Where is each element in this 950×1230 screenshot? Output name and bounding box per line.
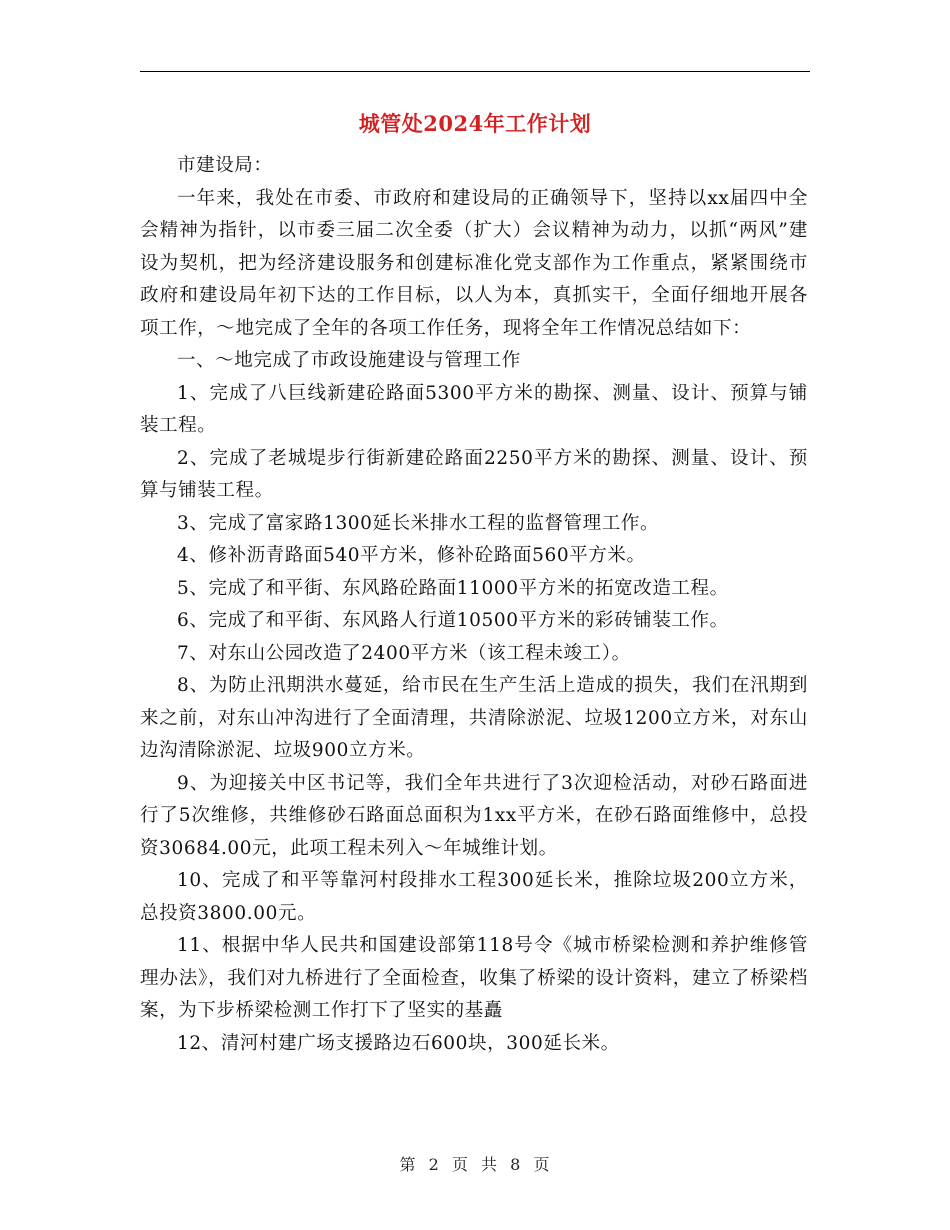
list-item: 11、根据中华人民共和国建设部第118号令《城市桥梁检测和养护维修管理办法》，我们对九桥进行了全面检查，收集了桥梁的设计资料，建立了桥梁档案，为下步桥梁检测工作打下了坚实的基矗: [140, 935, 808, 1021]
document-body: [140, 150, 808, 1060]
header-rule: [140, 71, 810, 72]
list-item: 9、为迎接关中区书记等，我们全年共进行了3次迎检活动，对砂石路面进行了5次维修，共维修砂石路面总面积为1xx平方米，在砂石路面维修中，总投资30684.00元，此项工程未列入～年城维计划。: [140, 772, 808, 859]
list-item: 8、为防止汛期洪水蔓延，给市民在生产生活上造成的损失，我们在汛期到来之前，对东山冲沟进行了全面清理，共清除淤泥、垃圾1200立方米，对东山边沟清除淤泥、垃圾900立方米。: [140, 675, 808, 761]
list-item: 7、对东山公园改造了2400平方米（该工程未竣工）。: [177, 642, 631, 664]
salutation: 市建设局：: [177, 155, 273, 176]
list-item: 1、完成了八巨线新建砼路面5300平方米的勘探、测量、设计、预算与铺装工程。: [140, 382, 808, 436]
list-item: 10、完成了和平等靠河村段排水工程300延长米，推除垃圾200立方米，总投资3800.00元。: [140, 870, 808, 924]
document-title: 城管处2024年工作计划: [358, 111, 592, 136]
list-item: 5、完成了和平街、东风路砼路面11000平方米的拓宽改造工程。: [177, 577, 729, 599]
page-mid-1: 页: [451, 1155, 469, 1174]
list-item: 2、完成了老城堤步行街新建砼路面2250平方米的勘探、测量、设计、预算与铺装工程。: [140, 447, 808, 501]
page-prefix: 第: [399, 1155, 417, 1174]
page-current: 2: [428, 1155, 440, 1174]
page-number-footer: [140, 1152, 810, 1175]
list-item: 3、完成了富家路1300延长米排水工程的监督管理工作。: [177, 512, 660, 534]
page-mid-2: 共: [481, 1155, 499, 1174]
list-item: 12、清河村建广场支援路边石600块，300延长米。: [177, 1032, 620, 1054]
intro-paragraph: 一年来，我处在市委、市政府和建设局的正确领导下，坚持以xx届四中全会精神为指针，以市委三届二次全委（扩大）会议精神为动力，以抓“两风”建设为契机，把为经济建设服务和创建标准化党支部作为工作重点，紧紧围绕市政府和建设局年初下达的工作目标，以人为本，真抓实干，全面仔细地开展各项工作，～地完成了全年的各项工作任务，现将全年工作情况总结如下：: [140, 187, 808, 339]
section-heading: 一、～地完成了市政设施建设与管理工作: [177, 350, 521, 371]
list-item: 6、完成了和平街、东风路人行道10500平方米的彩砖铺装工作。: [177, 610, 729, 631]
page-suffix: 页: [533, 1155, 551, 1174]
page-total: 8: [510, 1155, 522, 1174]
list-item: 4、修补沥青路面540平方米，修补砼路面560平方米。: [177, 545, 646, 566]
